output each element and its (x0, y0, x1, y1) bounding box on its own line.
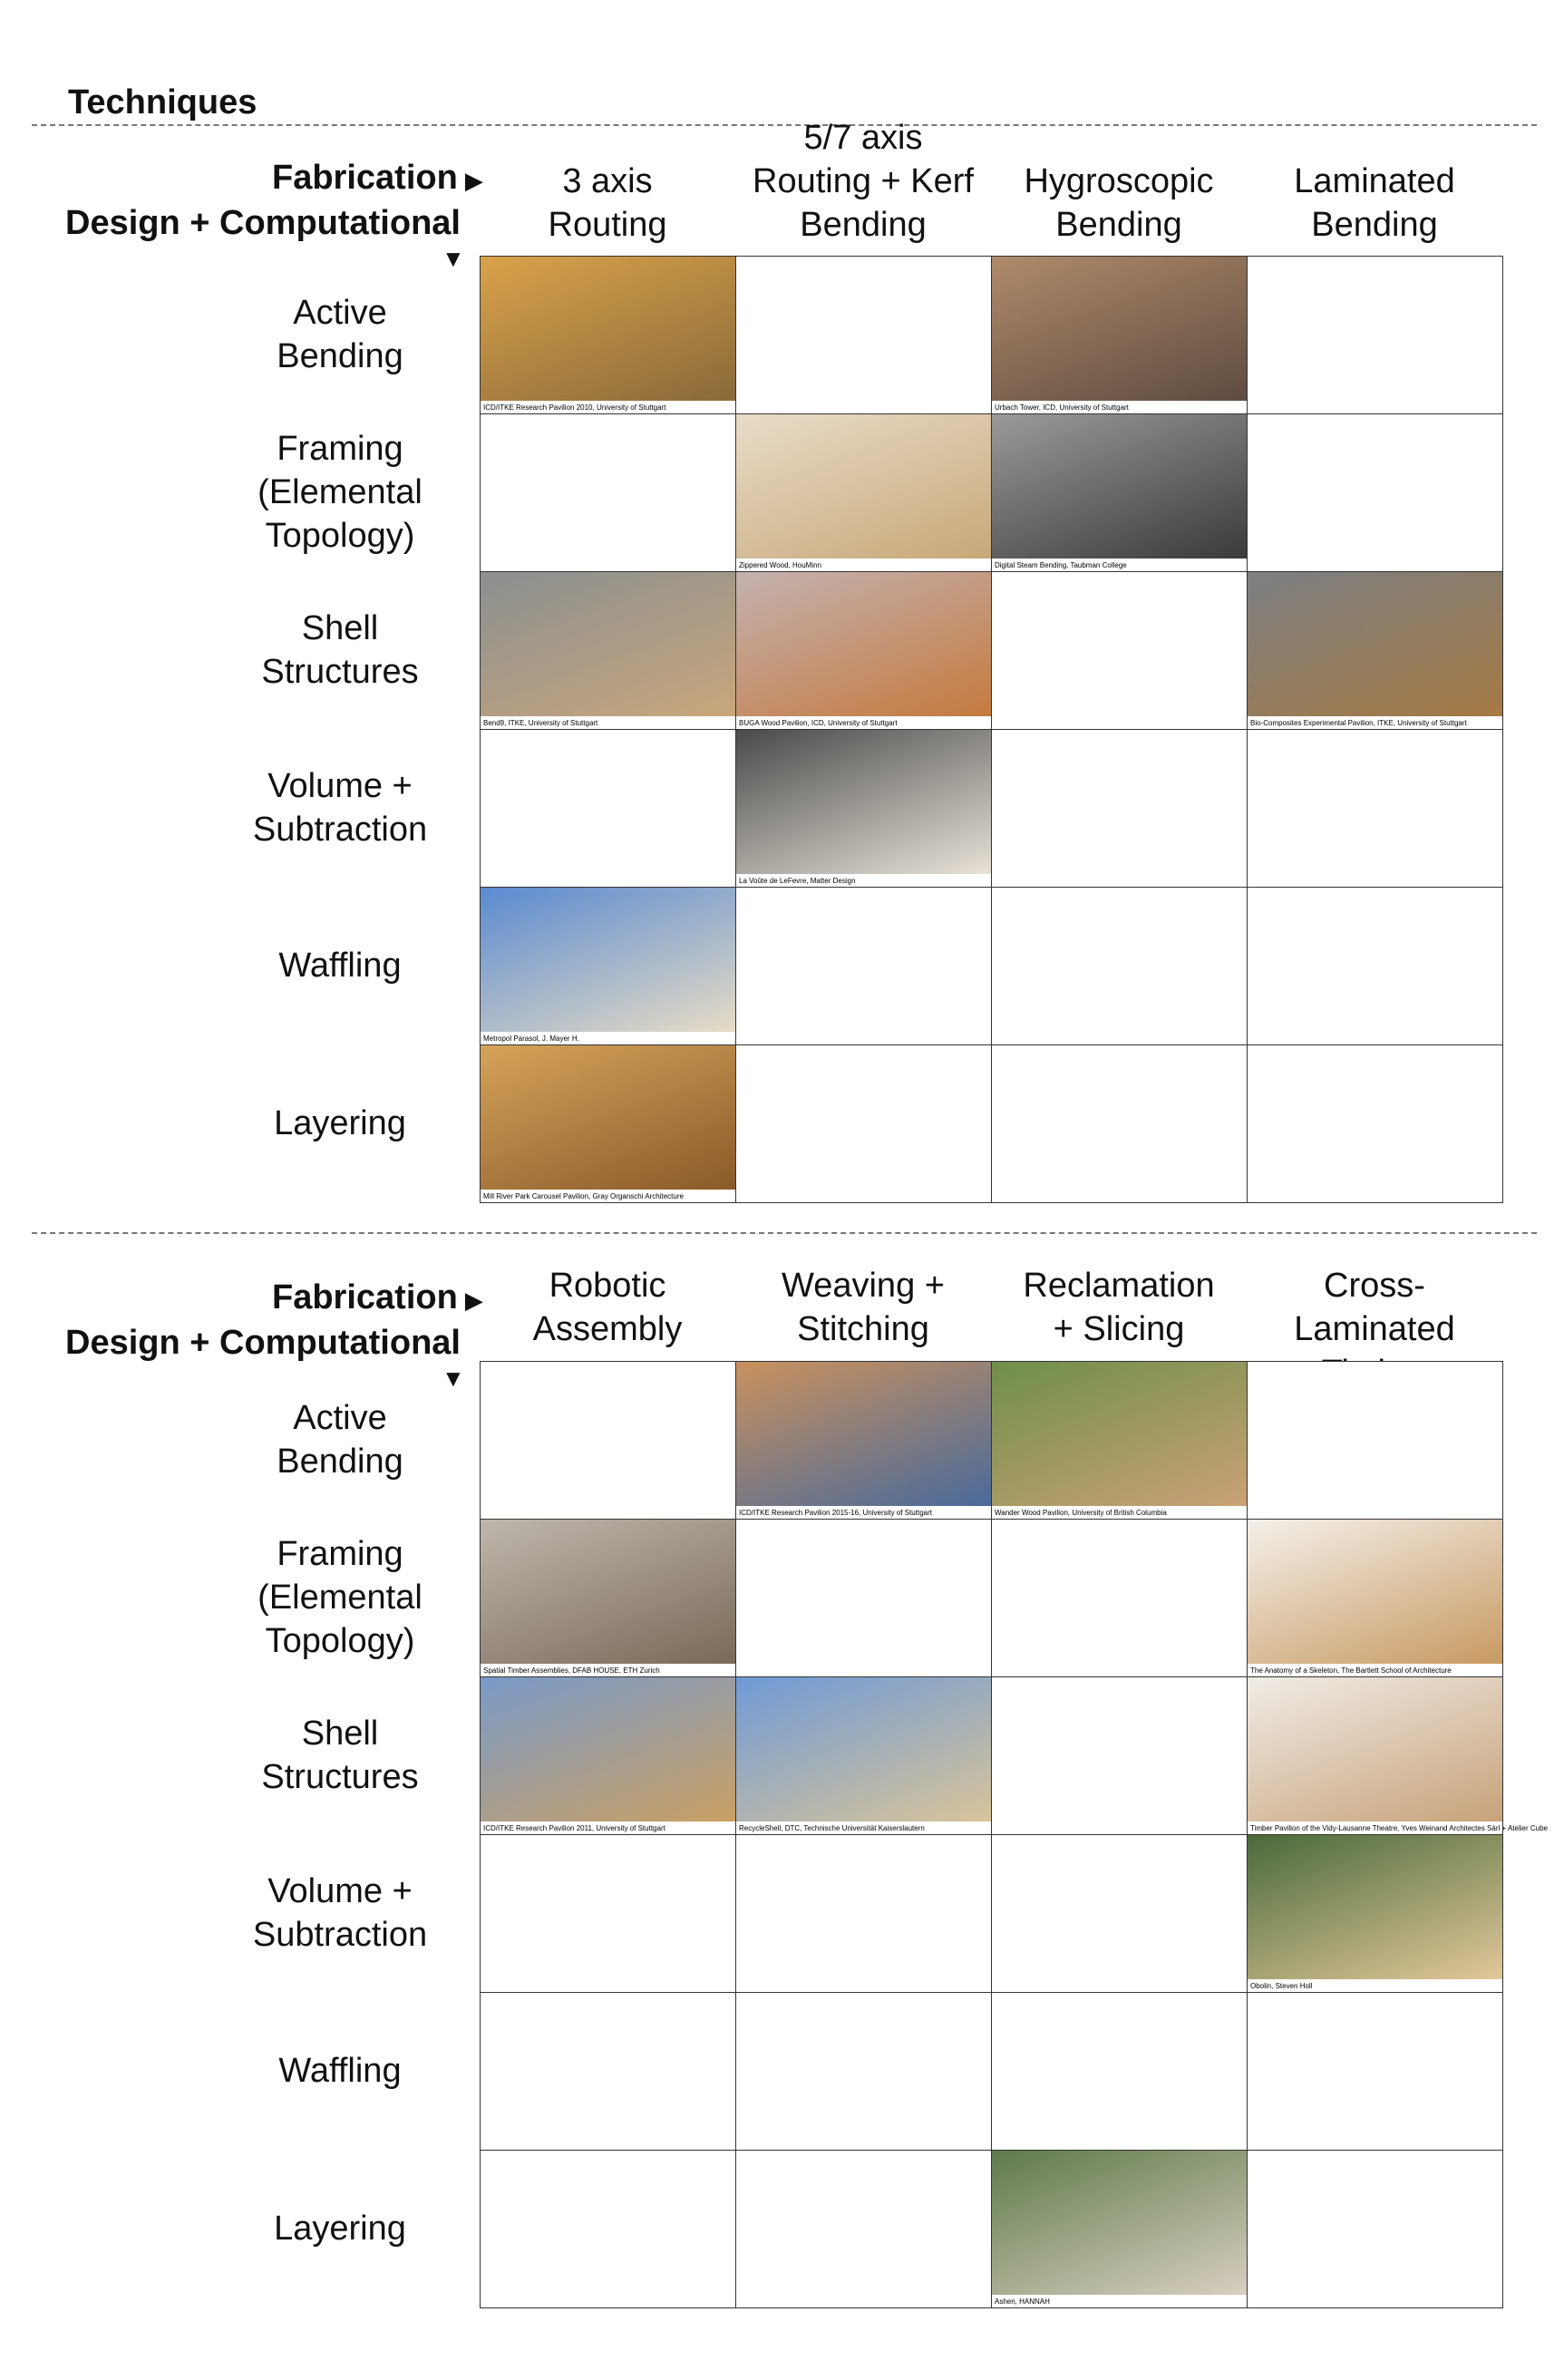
row-header: Shell Structures (261, 609, 419, 691)
project-photo (736, 1677, 991, 1821)
photo-caption: Mill River Park Carousel Pavilion, Gray Organschi Architecture (483, 1192, 684, 1200)
project-cell (1248, 572, 1503, 730)
empty-cell (1248, 1045, 1503, 1203)
project-cell (736, 1677, 992, 1835)
project-photo (736, 730, 991, 874)
empty-cell (1248, 888, 1503, 1045)
photo-caption: Digital Steam Bending, Taubman College (995, 561, 1127, 569)
photo-caption: Timber Pavilion of the Vidy-Lausanne Theatre, Yves Weinand Architectes Sàrl + Atelier Cube (1250, 1824, 1548, 1832)
row-header: Waffling (278, 947, 402, 985)
photo-caption: ICD/ITKE Research Pavilion 2015-16, University of Stuttgart (739, 1509, 932, 1517)
project-cell (992, 414, 1248, 572)
photo-caption: RecycleShell, DTC, Technische Universität Kaiserslautern (739, 1824, 925, 1832)
photo-caption: Wander Wood Pavilion, University of British Columbia (995, 1509, 1167, 1517)
row-header: Layering (274, 2210, 406, 2248)
photo-caption: Zippered Wood, HouMinn (739, 561, 822, 569)
row-header: Volume + Subtraction (252, 1872, 428, 1954)
row-header: Active Bending (277, 1399, 403, 1481)
empty-cell (481, 1835, 736, 1993)
project-photo (992, 257, 1247, 401)
project-cell (481, 1677, 736, 1835)
empty-cell (481, 1993, 736, 2151)
photo-caption: Metropol Parasol, J. Mayer H. (483, 1035, 579, 1043)
right-arrow-icon: ▶ (464, 1287, 483, 1314)
project-photo (992, 1362, 1247, 1506)
project-photo (481, 888, 735, 1032)
project-photo (736, 572, 991, 716)
empty-cell (736, 257, 992, 414)
empty-cell (736, 1993, 992, 2151)
empty-cell (992, 1520, 1248, 1677)
column-header: Hygroscopic Bending (1024, 162, 1214, 244)
project-photo (992, 414, 1247, 559)
technique-grid (480, 256, 1503, 1203)
photo-caption: Bio-Composites Experimental Pavilion, ITKE, University of Stuttgart (1250, 719, 1467, 727)
project-photo (1248, 1677, 1502, 1821)
empty-cell (1248, 257, 1503, 414)
project-photo (481, 1677, 735, 1821)
empty-cell (992, 1993, 1248, 2151)
empty-cell (992, 572, 1248, 730)
project-photo (1248, 1835, 1502, 1979)
empty-cell (481, 2151, 736, 2308)
project-cell (992, 2151, 1248, 2308)
right-arrow-icon: ▶ (464, 167, 483, 194)
down-arrow-icon: ▼ (442, 1365, 465, 1392)
column-header: Weaving + Stitching (782, 1267, 945, 1348)
column-header: Reclamation + Slicing (1023, 1267, 1215, 1348)
column-header: 3 axis Routing (548, 162, 667, 244)
project-cell (481, 888, 736, 1045)
project-cell (1248, 1520, 1503, 1677)
photo-caption: Spatial Timber Assemblies, DFAB HOUSE, ETH Zurich (483, 1666, 660, 1675)
photo-caption: La Voûte de LeFevre, Matter Design (739, 877, 856, 885)
empty-cell (481, 730, 736, 888)
project-cell (481, 572, 736, 730)
project-cell (992, 257, 1248, 414)
photo-caption: ICD/ITKE Research Pavilion 2011, University of Stuttgart (483, 1824, 665, 1832)
fabrication-axis-label: Fabrication ▶ (272, 1278, 483, 1316)
empty-cell (736, 1835, 992, 1993)
photo-caption: The Anatomy of a Skeleton, The Bartlett School of Architecture (1250, 1666, 1452, 1675)
column-header: Robotic Assembly (532, 1267, 683, 1348)
design-axis-label: Design + Computational (65, 1324, 461, 1362)
project-photo (992, 2151, 1247, 2295)
empty-cell (992, 730, 1248, 888)
empty-cell (481, 1362, 736, 1520)
project-cell (1248, 1835, 1503, 1993)
project-cell (1248, 1677, 1548, 1835)
project-cell (736, 414, 992, 572)
fabrication-axis-label: Fabrication ▶ (272, 159, 483, 197)
photo-caption: Ashen, HANNAH (995, 2297, 1050, 2306)
project-photo (481, 1045, 735, 1190)
project-photo (481, 257, 735, 401)
project-cell (736, 1362, 992, 1520)
empty-cell (1248, 1362, 1503, 1520)
project-cell (481, 1520, 736, 1677)
empty-cell (736, 2151, 992, 2308)
row-header: Waffling (278, 2052, 402, 2090)
page-title: Techniques (68, 83, 257, 121)
technique-grid (480, 1361, 1548, 2308)
section-divider (32, 1232, 1537, 1234)
project-photo (1248, 1520, 1502, 1664)
row-header: Shell Structures (261, 1715, 419, 1796)
empty-cell (1248, 2151, 1503, 2308)
project-cell (992, 1362, 1248, 1520)
empty-cell (736, 1520, 992, 1677)
row-header: Active Bending (277, 294, 403, 375)
project-photo (736, 1362, 991, 1506)
empty-cell (992, 888, 1248, 1045)
empty-cell (736, 1045, 992, 1203)
empty-cell (1248, 730, 1503, 888)
photo-caption: ICD/ITKE Research Pavilion 2010, University of Stuttgart (483, 403, 666, 412)
empty-cell (481, 414, 736, 572)
project-photo (481, 1520, 735, 1664)
empty-cell (992, 1045, 1248, 1203)
project-cell (736, 572, 992, 730)
project-photo (481, 572, 735, 716)
project-photo (1248, 572, 1502, 716)
empty-cell (992, 1677, 1248, 1835)
column-header: Laminated Bending (1294, 162, 1455, 244)
photo-caption: BUGA Wood Pavilion, ICD, University of Stuttgart (739, 719, 898, 727)
photo-caption: Bend9, ITKE, University of Stuttgart (483, 719, 598, 727)
row-header: Framing (Elemental Topology) (257, 430, 423, 555)
project-cell (481, 257, 736, 414)
project-photo (736, 414, 991, 559)
photo-caption: Urbach Tower, ICD, University of Stuttgart (995, 403, 1129, 412)
column-header: 5/7 axis Routing + Kerf Bending (753, 119, 974, 244)
project-cell (736, 730, 992, 888)
empty-cell (1248, 414, 1503, 572)
down-arrow-icon: ▼ (442, 245, 465, 272)
empty-cell (736, 888, 992, 1045)
empty-cell (1248, 1993, 1503, 2151)
column-header: Cross-Laminated (1294, 1267, 1455, 1348)
row-header: Volume + Subtraction (252, 767, 428, 849)
design-axis-label: Design + Computational (65, 204, 461, 242)
row-header: Framing (Elemental Topology) (257, 1535, 423, 1660)
photo-caption: Obolin, Steven Holl (1250, 1982, 1313, 1990)
row-header: Layering (274, 1104, 406, 1142)
project-cell (481, 1045, 736, 1203)
empty-cell (992, 1835, 1248, 1993)
